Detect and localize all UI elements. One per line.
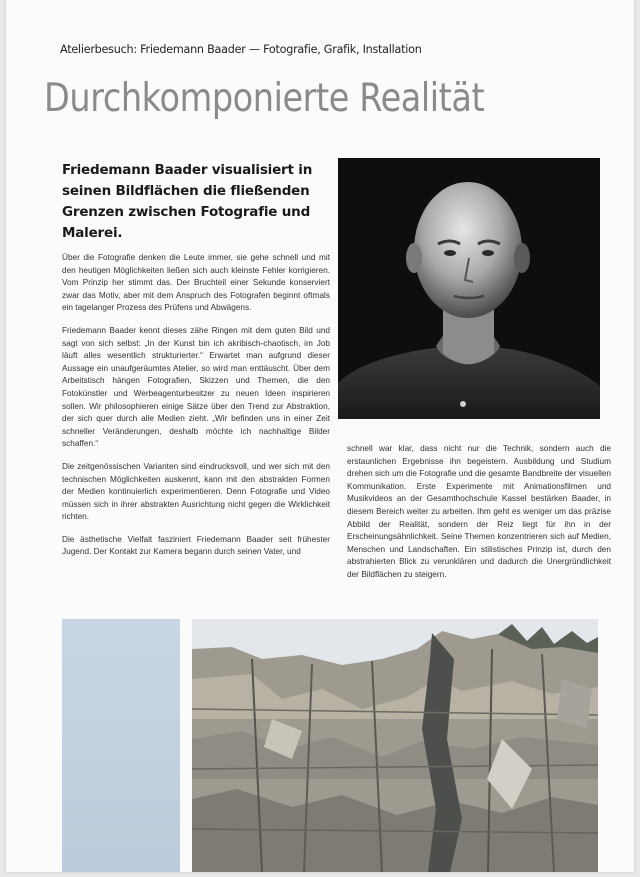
text-column-right <box>347 443 611 592</box>
paragraph: Friedemann Baader kennt dieses zähe Ringen mit dem guten Bild und sagt von sich selbst: „In der Kunst bin ich akribisch-chaotisch, im Job läuft alles wesentlich strukturierter.“ Erwartet man aufgrund dieser Aussage ein unaufgeräumtes Atelier, so wird man enttäuscht. Über dem Arbeitstisch hängen Fotografien, Skizzen und Themen, die den Fotokünstler und Werbeagenturbesitzer zu neuen Ideen inspirieren sollen. Wir philosophieren einige Sätze über den Trend zur Abstraktion, der sich quer durch alle Medien zieht. „Wir befinden uns in einer Zeit schneller Veränderungen, deshalb möchte ich nachhaltige Bilder schaffen.“ <box>62 325 330 449</box>
paragraph: Die zeitgenössischen Varianten sind eindrucksvoll, und wer sich mit den technischen Möglichkeiten auskennt, kann mit den abstrakten Formen der Medien kontinuierlich experimentieren. Denn Fotografie und Video müssen sich in ihrer abstrakten Ausrichtung nicht gegen die Wirklichkeit richten. <box>62 461 330 522</box>
rock-cliff-photo <box>192 619 598 872</box>
rock-image <box>192 619 598 872</box>
portrait-photo <box>338 158 600 419</box>
article-lede: Friedemann Baader visualisiert in seinen Bildflächen die fließenden Grenzen zwischen Fotografie und Malerei. <box>62 162 313 241</box>
portrait-image <box>338 158 600 419</box>
article-kicker: Atelierbesuch: Friedemann Baader — Fotografie, Grafik, Installation <box>60 43 422 56</box>
paragraph: schnell war klar, dass nicht nur die Technik, sondern auch die erstaunlichen Ergebnisse ihn begeistern. Ausbildung und Studium drehen sich um die Fotografie und die gesamte Bandbreite der visuellen Kommunikation. Erste Experimente mit Animationsfilmen und Musikvideos an der Gesamthochschule Kassel bestärken Baader, in diesem Bereich weiter zu arbeiten. Ihm geht es weniger um das präzise Abbild der Realität, sondern der Reiz liegt für ihn in der Erscheinungsähnlichkeit. Seine Themen konzentrieren sich auf Medien, Menschen und Landschaften. Ein stilistisches Prinzip ist, durch den abstrahierten Blick zu verunklären und dadurch die Unergründlichkeit der Bildflächen zu steigern. <box>347 444 611 579</box>
text-column-left <box>62 252 330 569</box>
blue-color-panel <box>62 619 180 872</box>
magazine-page <box>6 0 634 872</box>
paragraph: Über die Fotografie denken die Leute immer, sie gehe schnell und mit den heutigen Möglichkeiten ließen sich auch kleinste Fehler korrigieren. Vom Prinzip her stimmt das. Der Bruchteil einer Sekunde konserviert zwar das Motiv, aber mit dem Anspruch des Fotografen beginnt oftmals ein tagelanger Prozess des Prüfens und Abwägens. <box>62 253 330 313</box>
paragraph: Die ästhetische Vielfalt fasziniert Friedemann Baader seit frühester Jugend. Der Kontakt zur Kamera begann durch seinen Vater, und <box>62 534 330 557</box>
article-headline: Durchkomponierte Realität <box>44 76 485 121</box>
